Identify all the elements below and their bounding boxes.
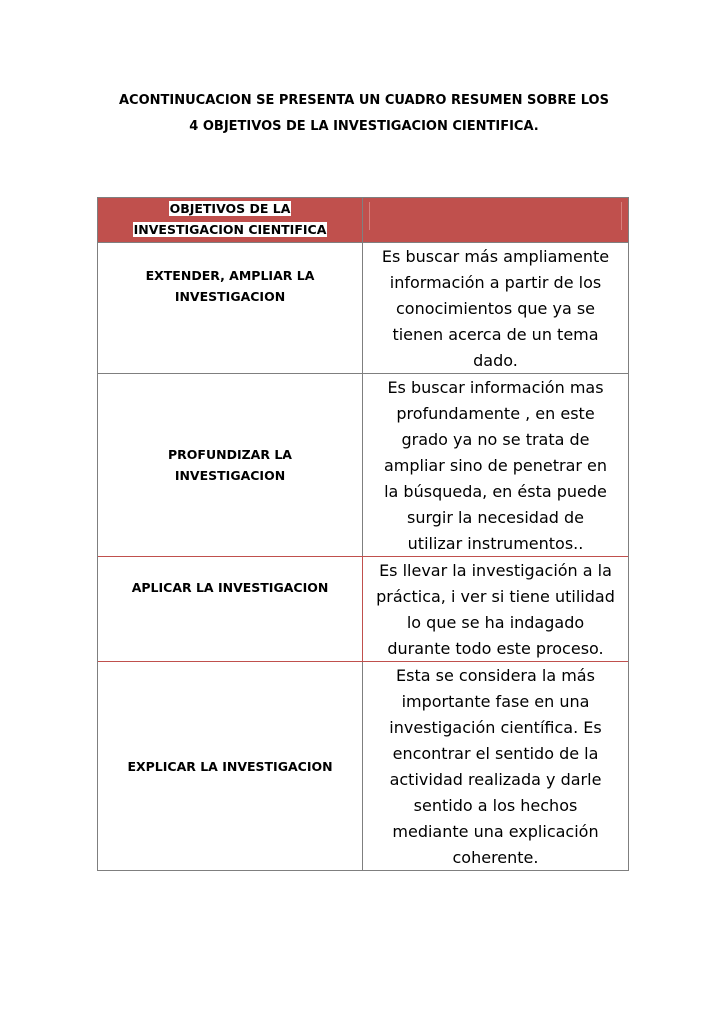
title-line-2: 4 OBJETIVOS DE LA INVESTIGACION CIENTIFICA. — [189, 119, 539, 134]
description-cell — [362, 243, 628, 373]
header-col1-line1: OBJETIVOS DE LA — [169, 201, 291, 216]
header-objectives-cell — [98, 198, 362, 242]
description-line: utilizar instrumentos.. — [407, 534, 584, 553]
description-cell — [362, 662, 628, 870]
description-line: dado. — [473, 351, 518, 370]
header-description-box — [369, 202, 622, 230]
table-header-row — [98, 198, 628, 242]
objective-line: APLICAR LA INVESTIGACION — [131, 580, 329, 595]
description-line: Es llevar la investigación a la — [379, 561, 612, 580]
description-line: grado ya no se trata de — [401, 430, 590, 449]
description-line: durante todo este proceso. — [387, 639, 604, 658]
table-row — [98, 556, 628, 661]
description-line: sentido a los hechos — [413, 796, 578, 815]
title-line-1: ACONTINUCACION SE PRESENTA UN CUADRO RESUMEN SOBRE LOS — [119, 93, 609, 108]
description-cell — [362, 557, 628, 661]
header-description-cell — [362, 198, 628, 242]
table-row — [98, 242, 628, 373]
objective-line: INVESTIGACION — [174, 468, 286, 483]
description-line: encontrar el sentido de la — [392, 744, 599, 763]
description-line: importante fase en una — [401, 692, 590, 711]
description-line: Es buscar más ampliamente — [381, 247, 610, 266]
description-line: Esta se considera la más — [396, 666, 595, 685]
description-line: surgir la necesidad de — [407, 508, 584, 527]
description-cell — [362, 374, 628, 556]
description-line: Es buscar información mas — [387, 378, 604, 397]
description-line: práctica, i ver si tiene utilidad — [376, 587, 615, 606]
description-line: tienen acerca de un tema — [392, 325, 599, 344]
objective-line: PROFUNDIZAR LA — [168, 447, 292, 462]
header-col1-line2: INVESTIGACION CIENTIFICA — [133, 222, 327, 237]
objective-line: EXTENDER, AMPLIAR LA — [145, 268, 315, 283]
objective-cell — [98, 243, 362, 373]
description-line: profundamente , en este — [396, 404, 595, 423]
description-line: información a partir de los — [389, 273, 602, 292]
objective-cell — [98, 374, 362, 556]
objective-line: EXPLICAR LA INVESTIGACION — [127, 758, 333, 774]
table-row — [98, 661, 628, 870]
description-line: mediante una explicación — [392, 822, 599, 841]
objective-line: INVESTIGACION — [174, 289, 286, 304]
description-line: investigación científica. Es — [389, 718, 602, 737]
description-line: ampliar sino de penetrar en — [383, 456, 608, 475]
table-row — [98, 373, 628, 556]
description-line: la búsqueda, en ésta puede — [384, 482, 607, 501]
document-title — [100, 88, 628, 140]
description-line: actividad realizada y darle — [389, 770, 602, 789]
objective-cell — [98, 557, 362, 661]
description-line: lo que se ha indagado — [406, 613, 585, 632]
description-line: coherente. — [452, 848, 539, 867]
objective-cell — [98, 662, 362, 870]
summary-table — [97, 197, 629, 871]
description-line: conocimientos que ya se — [395, 299, 596, 318]
